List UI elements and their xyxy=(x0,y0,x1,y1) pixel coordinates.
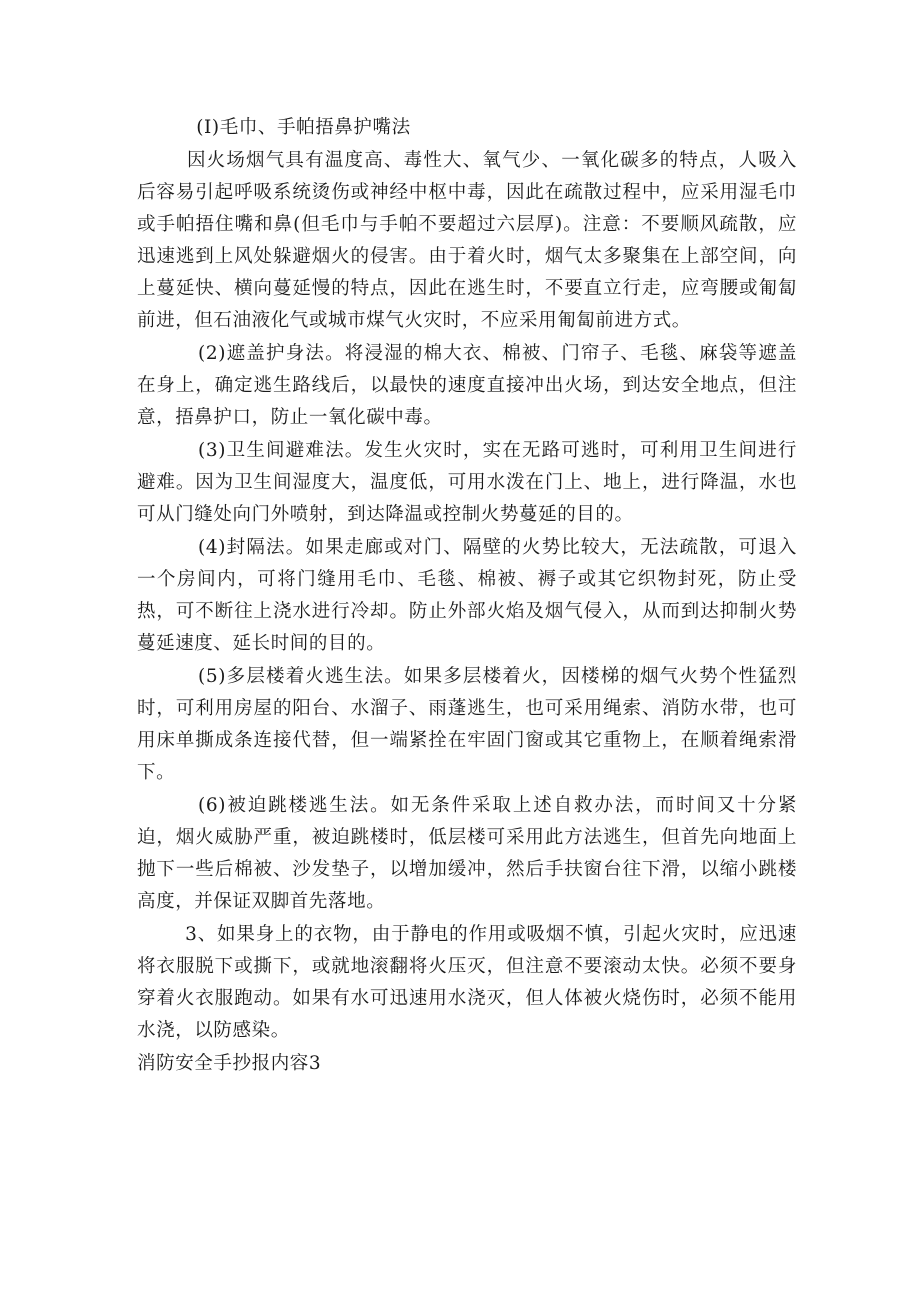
method-2-paragraph: (2)遮盖护身法。将浸湿的棉大衣、棉被、门帘子、毛毯、麻袋等遮盖在身上，确定逃生路线后，以最快的速度直接冲出火场，到达安全地点，但注意，捂鼻护口，防止一氧化碳中毒。 xyxy=(137,343,797,428)
document-body xyxy=(137,112,797,1080)
next-section-title: 消防安全手抄报内容3 xyxy=(137,1053,322,1074)
method-6-paragraph: (6)被迫跳楼逃生法。如无条件采取上述自救办法，而时间又十分紧迫，烟火威胁严重，被迫跳楼时，低层楼可采用此方法逃生，但首先向地面上抛下一些后棉被、沙发垫子，以增加缓冲，然后手扶窗台往下滑，以缩小跳楼高度，并保证双脚首先落地。 xyxy=(137,795,797,912)
method-3-paragraph: (3)卫生间避难法。发生火灾时，实在无路可逃时，可利用卫生间进行避难。因为卫生间湿度大，温度低，可用水泼在门上、地上，进行降温，水也可从门缝处向门外喷射，到达降温或控制火势蔓延的目的。 xyxy=(137,440,797,525)
section-3-paragraph: 3、如果身上的衣物，由于静电的作用或吸烟不慎，引起火灾时，应迅速将衣服脱下或撕下，或就地滚翻将火压灭，但注意不要滚动太快。必须不要身穿着火衣服跑动。如果有水可迅速用水浇灭，但人体被火烧伤时，必须不能用水浇，以防感染。 xyxy=(137,924,797,1041)
method-1-heading: (I)毛巾、手帕捂鼻护嘴法 xyxy=(196,117,411,138)
method-4-paragraph: (4)封隔法。如果走廊或对门、隔壁的火势比较大，无法疏散，可退入一个房间内，可将门缝用毛巾、毛毯、棉被、褥子或其它织物封死，防止受热，可不断往上浇水进行冷却。防止外部火焰及烟气侵入，从而到达抑制火势蔓延速度、延长时间的目的。 xyxy=(137,537,797,654)
method-5-paragraph: (5)多层楼着火逃生法。如果多层楼着火，因楼梯的烟气火势个性猛烈时，可利用房屋的阳台、水溜子、雨蓬逃生，也可采用绳索、消防水带，也可用床单撕成条连接代替，但一端紧拴在牢固门窗或其它重物上，在顺着绳索滑下。 xyxy=(137,666,797,783)
method-1-paragraph: 因火场烟气具有温度高、毒性大、氧气少、一氧化碳多的特点，人吸入后容易引起呼吸系统烫伤或神经中枢中毒，因此在疏散过程中，应采用湿毛巾或手帕捂住嘴和鼻(但毛巾与手帕不要超过六层厚)。注意：不要顺风疏散，应迅速逃到上风处躲避烟火的侵害。由于着火时，烟气太多聚集在上部空间，向上蔓延快、横向蔓延慢的特点，因此在逃生时，不要直立行走，应弯腰或匍匐前进，但石油液化气或城市煤气火灾时，不应采用匍匐前进方式。 xyxy=(137,150,797,331)
